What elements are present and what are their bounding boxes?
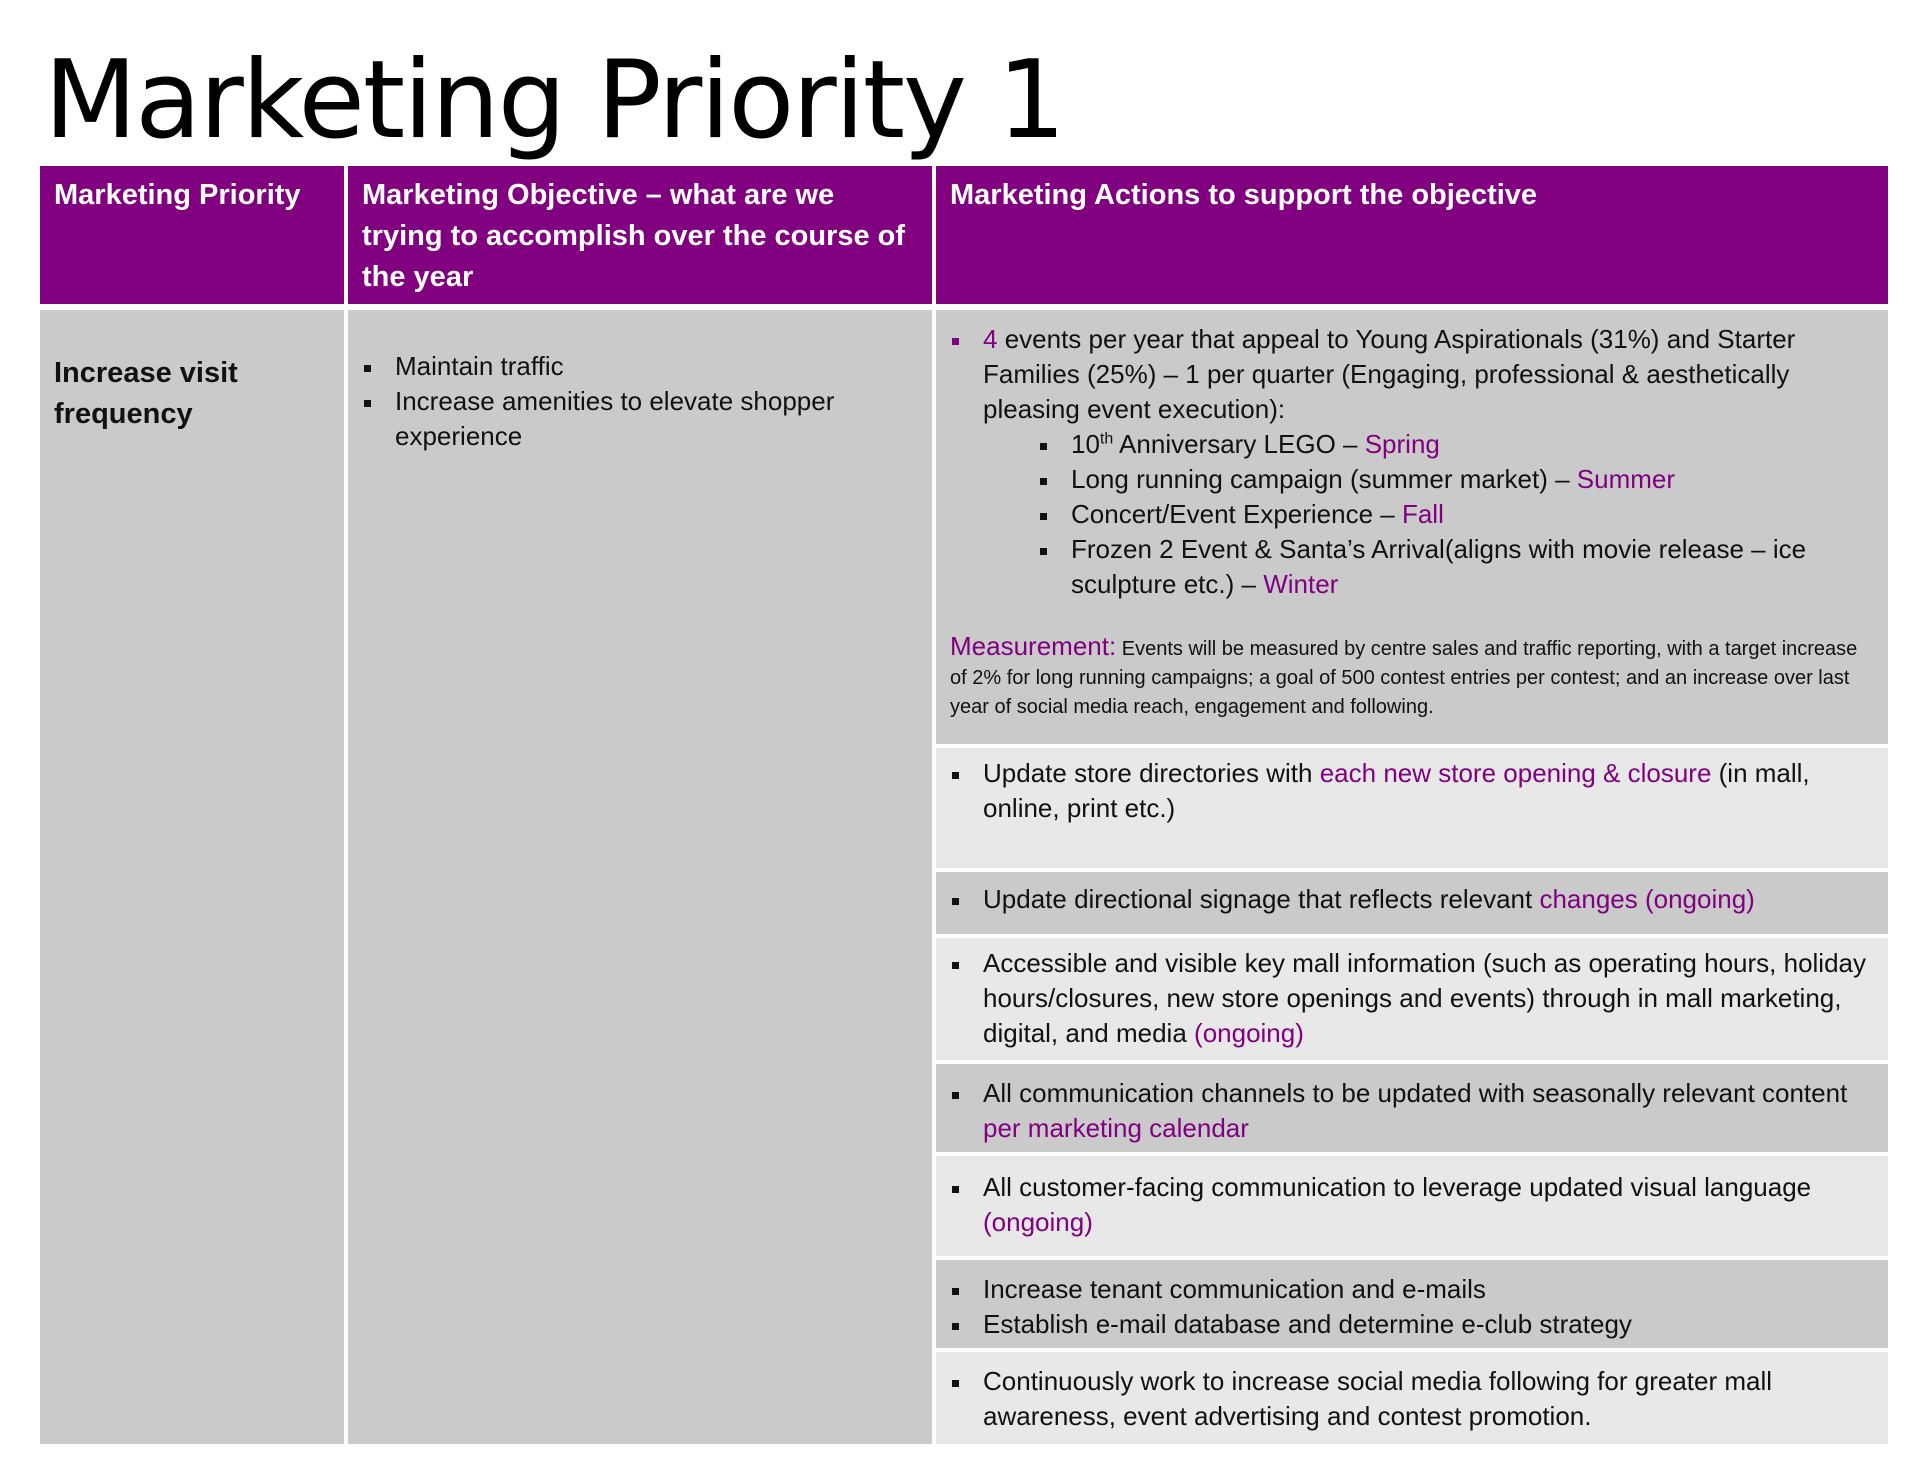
action-item: Update store directories with each new store opening & closure (in mall, online, print etc.) bbox=[950, 756, 1866, 826]
action-item: Accessible and visible key mall information (such as operating hours, holiday hours/closures, new store openings and events) through in mall marketing, digital, and media (ongoing) bbox=[950, 946, 1866, 1051]
page-title: Marketing Priority 1 bbox=[44, 38, 1065, 163]
objective-cell bbox=[348, 310, 932, 1444]
objective-list bbox=[362, 349, 922, 454]
action-row-mall-info bbox=[936, 938, 1888, 1060]
action-row-events bbox=[936, 310, 1888, 744]
header-priority: Marketing Priority bbox=[40, 166, 344, 304]
action-item: Continuously work to increase social media following for greater mall awareness, event advertising and contest promotion. bbox=[950, 1364, 1866, 1434]
priority-cell bbox=[40, 310, 344, 1444]
action-item: Establish e-mail database and determine e-club strategy bbox=[950, 1307, 1866, 1342]
action-item: Update directional signage that reflects relevant changes (ongoing) bbox=[950, 882, 1866, 917]
measurement-note: Measurement: Events will be measured by centre sales and traffic reporting, with a target increase of 2% for long running campaigns; a goal of 500 contest entries per contest; and an increase over last year of social media reach, engagement and following. bbox=[950, 631, 1858, 718]
action-row-social bbox=[936, 1352, 1888, 1444]
event-season: Fall bbox=[1401, 499, 1444, 529]
event-item: 10th Anniversary LEGO – Spring bbox=[1038, 427, 1866, 462]
priority-text: Increase visit frequency bbox=[54, 357, 238, 430]
action-row-visual-language bbox=[936, 1156, 1888, 1256]
objective-item: Maintain traffic bbox=[362, 349, 922, 384]
action-item: All communication channels to be updated with seasonally relevant content per marketing calendar bbox=[950, 1076, 1866, 1146]
measurement-label: Measurement: bbox=[950, 631, 1117, 661]
action-item: All customer-facing communication to leverage updated visual language (ongoing) bbox=[950, 1170, 1866, 1240]
event-item: Long running campaign (summer market) – Summer bbox=[1038, 462, 1866, 497]
objective-item: Increase amenities to elevate shopper experience bbox=[362, 384, 922, 454]
events-count: 4 bbox=[983, 324, 998, 354]
event-season: Winter bbox=[1263, 569, 1339, 599]
events-list bbox=[950, 322, 1866, 602]
action-item: Increase tenant communication and e-mails bbox=[950, 1272, 1866, 1307]
header-objective: Marketing Objective – what are we trying to accomplish over the course of the year bbox=[348, 166, 932, 304]
event-season: Spring bbox=[1364, 429, 1440, 459]
action-row-signage bbox=[936, 872, 1888, 934]
events-item: 4 events per year that appeal to Young Aspirationals (31%) and Starter Families (25%) – 1 per quarter (Engaging, professional & aesthetically pleasing event execution): 10th Anniversary LEGO – Spring Long running campaign (summer market) – Summer Concert/Event Experience – Fall Frozen 2 Event & Santa’s Arrival(aligns with movie release – ice sculpture etc.) – Winter bbox=[950, 322, 1866, 602]
header-actions: Marketing Actions to support the objective bbox=[936, 166, 1888, 304]
action-row-directories bbox=[936, 748, 1888, 868]
events-sublist bbox=[983, 427, 1866, 602]
event-item: Frozen 2 Event & Santa’s Arrival(aligns with movie release – ice sculpture etc.) – Winter bbox=[1038, 532, 1866, 602]
action-row-channels bbox=[936, 1064, 1888, 1152]
action-row-email bbox=[936, 1260, 1888, 1348]
event-item: Concert/Event Experience – Fall bbox=[1038, 497, 1866, 532]
event-season: Summer bbox=[1576, 464, 1676, 494]
